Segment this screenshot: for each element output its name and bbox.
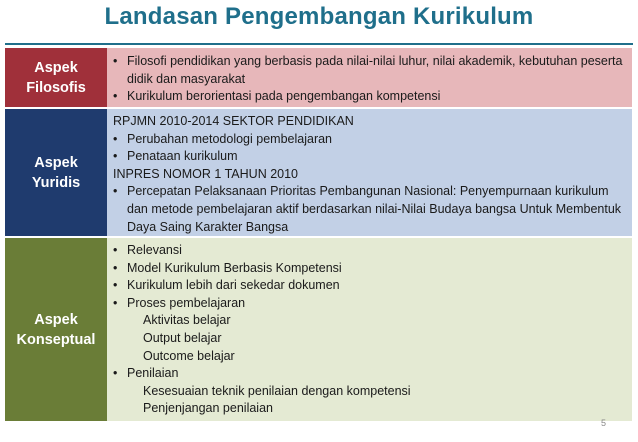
page-number: 5	[600, 418, 606, 428]
bullet-text: Proses pembelajaran	[127, 295, 246, 310]
list-item	[113, 183, 626, 236]
list-item	[113, 88, 626, 106]
content-konseptual	[107, 238, 632, 421]
bullet-text: Filosofi pendidikan yang berbasis pada nilai-nilai luhur, nilai akademik, kebutuhan peserta didik dan masyarakat	[127, 54, 623, 86]
list-item	[113, 260, 626, 278]
bullet-text: Penataan kurikulum	[127, 149, 238, 164]
bullet-marker: •	[113, 131, 118, 146]
heading-rpjmn: RPJMN 2010-2014 SEKTOR PENDIDIKAN	[113, 114, 354, 128]
title-underline	[5, 43, 633, 45]
bullet-text: Kurikulum lebih dari sekedar dokumen	[127, 278, 340, 293]
sub-item: Outcome belajar	[143, 348, 235, 363]
bullet-marker: •	[113, 260, 118, 275]
label-konseptual: Aspek Konseptual	[5, 238, 107, 421]
row-filosofis	[5, 48, 632, 107]
bullet-marker: •	[113, 149, 118, 164]
bullet-marker: •	[113, 89, 118, 104]
row-yuridis	[5, 109, 632, 236]
bullet-text: Penilaian	[127, 366, 179, 381]
bullet-text: Model Kurikulum Berbasis Kompetensi	[127, 260, 342, 275]
bullet-marker: •	[113, 366, 118, 381]
slide-title: Landasan Pengembangan Kurikulum	[104, 3, 534, 30]
bullet-marker: •	[113, 184, 118, 199]
label-yuridis: Aspek Yuridis	[5, 109, 107, 236]
list-item	[113, 277, 626, 295]
list-item	[113, 131, 626, 149]
bullet-text: Perubahan metodologi pembelajaran	[127, 131, 333, 146]
list-item	[113, 295, 626, 313]
content-filosofis	[107, 48, 632, 107]
sub-item: Aktivitas belajar	[143, 313, 231, 328]
bullet-text: Kurikulum berorientasi pada pengembangan kompetensi	[127, 89, 441, 104]
label-filosofis: Aspek Filosofis	[5, 48, 107, 107]
list-item	[113, 242, 626, 260]
bullet-marker: •	[113, 243, 118, 257]
list-item	[113, 365, 626, 383]
bullet-marker: •	[113, 295, 118, 310]
bullet-marker: •	[113, 54, 118, 68]
row-konseptual	[5, 238, 632, 421]
sub-item: Kesesuaian teknik penilaian dengan kompetensi	[143, 383, 411, 398]
bullet-marker: •	[113, 278, 118, 293]
bullet-text: Relevansi	[127, 243, 182, 257]
sub-item: Penjenjangan penilaian	[143, 401, 273, 416]
list-item	[113, 53, 626, 88]
bullet-text: Percepatan Pelaksanaan Prioritas Pembangunan Nasional: Penyempurnaan kurikulum dan metode pembelajaran aktif berdasarkan nilai-Nilai Budaya bangsa Untuk Membentuk Daya Saing Karakter Bangsa	[127, 184, 622, 234]
list-item	[113, 148, 626, 166]
content-yuridis	[107, 109, 632, 236]
heading-inpres: INPRES NOMOR 1 TAHUN 2010	[113, 166, 299, 181]
sub-item: Output belajar	[143, 330, 222, 345]
